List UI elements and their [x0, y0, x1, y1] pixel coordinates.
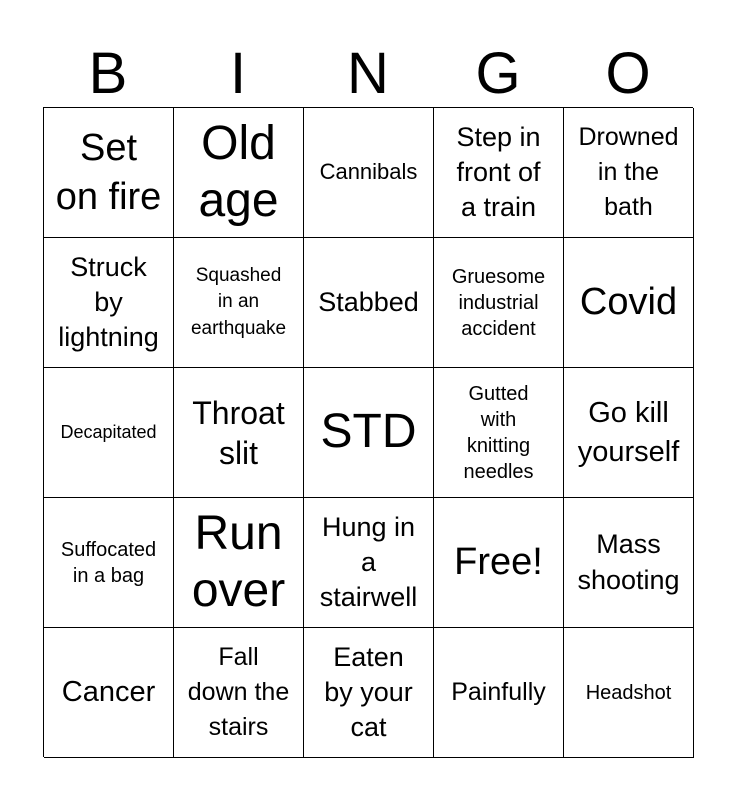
cell-text: Fall down the stairs: [187, 643, 290, 741]
cell-text: Covid: [579, 281, 678, 324]
bingo-header: [43, 40, 693, 108]
cell-text: Throat slit: [192, 394, 285, 471]
cell-text: STD: [320, 405, 417, 459]
bingo-cell[interactable]: [564, 368, 694, 498]
cell-text: Go kill yourself: [577, 397, 680, 468]
cell-text: Set on fire: [55, 126, 162, 218]
bingo-cell[interactable]: [434, 628, 564, 758]
bingo-cell[interactable]: [44, 498, 174, 628]
cell-text: Hung in a stairwell: [319, 511, 418, 613]
cell-text: Cancer: [61, 676, 156, 709]
cell-text: Drowned in the bath: [578, 123, 679, 221]
cell-text: Headshot: [585, 681, 672, 704]
cell-text: Struck by lightning: [58, 251, 159, 353]
header-letter-b: B: [88, 41, 128, 106]
bingo-cell[interactable]: [44, 628, 174, 758]
cell-text: Stabbed: [318, 286, 419, 317]
bingo-cell[interactable]: [564, 628, 694, 758]
cell-text: Old age: [198, 116, 279, 227]
bingo-cell[interactable]: [434, 368, 564, 498]
cell-text: Squashed in an earthquake: [190, 264, 287, 339]
bingo-cell[interactable]: [564, 108, 694, 238]
cell-text: Free!: [454, 541, 543, 584]
bingo-board: [43, 107, 693, 757]
header-letter-g: G: [475, 41, 521, 106]
bingo-cell[interactable]: [174, 498, 304, 628]
bingo-cell[interactable]: [564, 238, 694, 368]
bingo-cell[interactable]: [304, 368, 434, 498]
bingo-cell[interactable]: [174, 628, 304, 758]
bingo-cell[interactable]: [564, 498, 694, 628]
bingo-cell[interactable]: [174, 238, 304, 368]
bingo-cell[interactable]: [174, 108, 304, 238]
header-letter-i: I: [229, 41, 247, 106]
bingo-cell[interactable]: [304, 238, 434, 368]
cell-text: Eaten by your cat: [324, 641, 413, 743]
bingo-cell[interactable]: [304, 498, 434, 628]
cell-text: Decapitated: [60, 421, 157, 442]
header-letter-o: O: [605, 41, 651, 106]
bingo-cell[interactable]: [304, 628, 434, 758]
bingo-cell[interactable]: [44, 368, 174, 498]
cell-text: Gutted with knitting needles: [463, 382, 534, 483]
header-letter-n: N: [347, 41, 389, 106]
bingo-cell[interactable]: [44, 108, 174, 238]
bingo-cell[interactable]: [174, 368, 304, 498]
bingo-cell[interactable]: [304, 108, 434, 238]
cell-text: Gruesome industrial accident: [451, 265, 546, 340]
bingo-cell[interactable]: [44, 238, 174, 368]
cell-text: Cannibals: [319, 159, 418, 185]
cell-text: Step in front of a train: [456, 121, 541, 223]
cell-text: Run over: [191, 506, 286, 617]
bingo-cell[interactable]: [434, 108, 564, 238]
cell-text: Mass shooting: [577, 529, 680, 595]
cell-text: Suffocated in a bag: [60, 538, 157, 587]
bingo-cell[interactable]: [434, 498, 564, 628]
cell-text: Painfully: [451, 678, 546, 706]
bingo-cell[interactable]: [434, 238, 564, 368]
